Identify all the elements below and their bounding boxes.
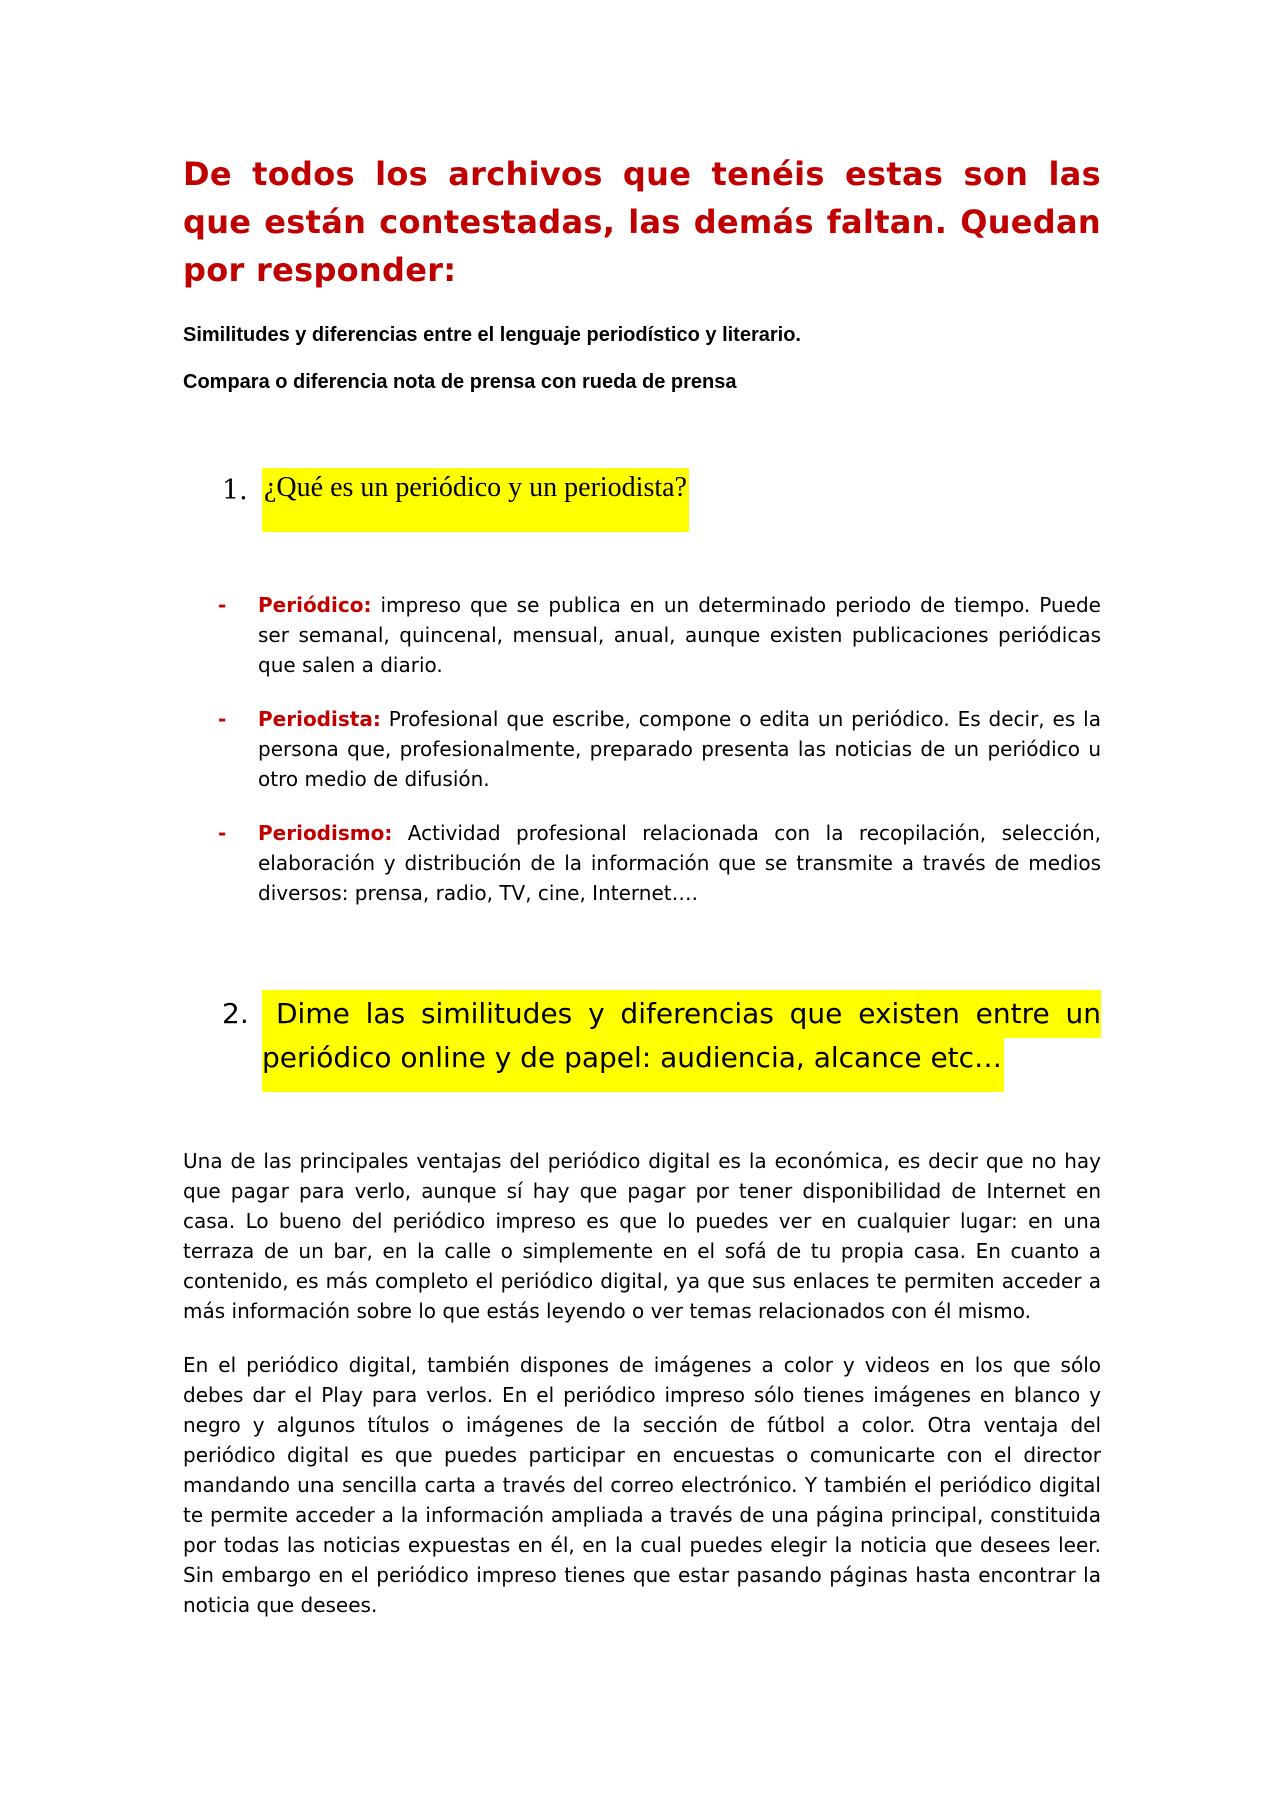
definition-item — [218, 704, 1101, 794]
pending-item-1: Similitudes y diferencias entre el lenguaje periodístico y literario. — [183, 324, 801, 346]
list-bullet: - — [218, 593, 227, 617]
definition-term: Periódico: — [258, 593, 372, 617]
question-2 — [222, 990, 1101, 1092]
definition-item — [218, 590, 1101, 680]
definition-text: Actividad profesional relacionada con la recopilación, selección, elaboración y distribución de la información que se transmite a través de medios diversos: prensa, radio, TV, cine, Internet…. — [258, 821, 1101, 905]
definition-text: Profesional que escribe, compone o edita un periódico. Es decir, es la persona que, profesionalmente, preparado presenta las noticias de un periódico u otro medio de difusión. — [258, 707, 1101, 791]
question-2-line-1: Dime las similitudes y diferencias que existen entre un — [262, 990, 1101, 1038]
answer-paragraph-1: Una de las principales ventajas del periódico digital es la económica, es decir que no hay que pagar para verlo, aunque sí hay que pagar por tener disponibilidad de Internet en casa. Lo bueno del periódico impreso es que lo puedes ver en cualquier lugar: en una terraza de un bar, en la calle o simplemente en el sofá de tu propia casa. En cuanto a contenido, es más completo el periódico digital, ya que sus enlaces te permiten acceder a más información sobre lo que estás leyendo o ver temas relacionados con él mismo. — [183, 1149, 1101, 1323]
list-bullet: - — [218, 821, 227, 845]
question-2-number: 2. — [222, 997, 249, 1030]
definition-item — [218, 818, 1101, 908]
intro-heading: De todos los archivos que tenéis estas son las que están contestadas, las demás faltan. Quedan por responder: — [183, 155, 1101, 289]
definition-text: impreso que se publica en un determinado periodo de tiempo. Puede ser semanal, quincenal, mensual, anual, aunque existen publicaciones periódicas que salen a diario. — [258, 593, 1101, 677]
question-2-text — [262, 990, 1101, 1092]
question-1-text: ¿Qué es un periódico y un periodista? — [262, 468, 689, 532]
definition-term: Periodismo: — [258, 821, 393, 845]
answer-paragraph-2: En el periódico digital, también dispones de imágenes a color y videos en los que sólo debes dar el Play para verlos. En el periódico impreso sólo tienes imágenes en blanco y negro y algunos títulos o imágenes de la sección de fútbol a color. Otra ventaja del periódico digital es que puedes participar en encuestas o comunicarte con el director mandando una sencilla carta a través del correo electrónico. Y también el periódico digital te permite acceder a la información ampliada a través de una página principal, constituida por todas las noticias expuestas en él, en la cual puedes elegir la noticia que desees leer. Sin embargo en el periódico impreso tienes que estar pasando páginas hasta encontrar la noticia que desees. — [183, 1353, 1101, 1617]
answer-section — [183, 1146, 1101, 1644]
question-2-line-2: periódico online y de papel: audiencia, alcance etc… — [262, 1038, 1004, 1092]
question-1-number: 1. — [222, 475, 248, 506]
pending-item-2: Compara o diferencia nota de prensa con rueda de prensa — [183, 371, 737, 393]
list-bullet: - — [218, 707, 227, 731]
definitions-list — [218, 590, 1101, 932]
definition-term: Periodista: — [258, 707, 381, 731]
intro-section — [183, 150, 1101, 395]
